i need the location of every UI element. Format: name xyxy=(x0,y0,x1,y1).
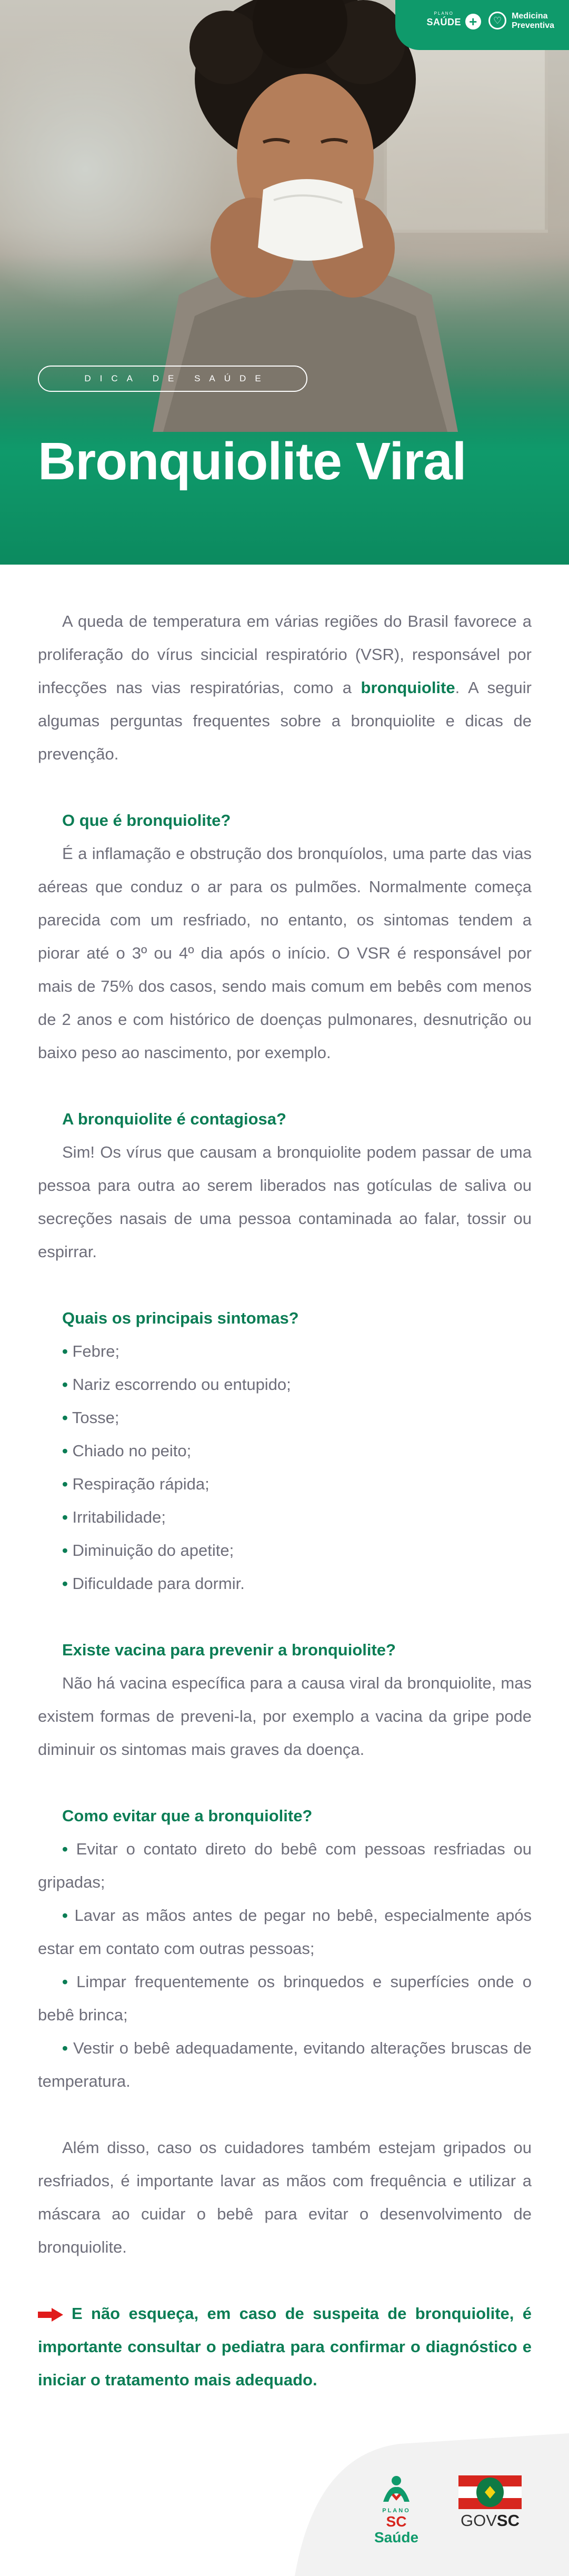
bullet-dot-icon: • xyxy=(62,1906,68,1924)
list-item: • Vestir o bebê adequadamente, evitando alterações bruscas de temperatura. xyxy=(38,2039,532,2090)
brand-logo-bar xyxy=(395,0,569,50)
section-what-is xyxy=(38,804,532,1069)
bullet-dot-icon: • xyxy=(62,1840,68,1858)
section-heading: Como evitar que a bronquiolite? xyxy=(62,1807,313,1825)
list-item: • Chiado no peito; xyxy=(62,1442,192,1460)
bullet-dot-icon: • xyxy=(62,1574,68,1593)
list-item: • Dificuldade para dormir. xyxy=(62,1574,245,1593)
section-heading: Existe vacina para prevenir a bronquiolite? xyxy=(62,1641,396,1659)
page-title: Bronquiolite Viral xyxy=(38,432,466,491)
list-item: • Limpar frequentemente os brinquedos e superfícies onde o bebê brinca; xyxy=(38,1972,532,2024)
list-item: • Irritabilidade; xyxy=(62,1508,166,1526)
plus-cross-icon: + xyxy=(465,14,481,29)
list-item: • Diminuição do apetite; xyxy=(62,1541,234,1560)
hero-banner xyxy=(0,0,569,565)
plano-sc-saude-logo: PLANO SC Saúde xyxy=(362,2475,431,2545)
sc-flag-icon xyxy=(458,2475,522,2509)
plano-saude-logo: PLANO SAÚDE + xyxy=(426,12,461,27)
section-contagious xyxy=(38,1102,532,1268)
bullet-dot-icon: • xyxy=(62,1408,68,1427)
closing-paragraph: Além disso, caso os cuidadores também estejam gripados ou resfriados, é importante lavar as mãos com frequência e utilizar a máscara ao cuidar o bebê para evitar o desenvolvimento de bronquiolite. xyxy=(38,2138,532,2256)
bullet-dot-icon: • xyxy=(62,1442,68,1460)
list-item: • Respiração rápida; xyxy=(62,1475,209,1493)
symptoms-list xyxy=(38,1335,532,1600)
category-tag: DICA DE SAÚDE xyxy=(38,366,307,392)
list-item: • Evitar o contato direto do bebê com pessoas resfriadas ou gripadas; xyxy=(38,1840,532,1891)
medicina-preventiva-logo: ♡ Medicina Preventiva xyxy=(512,12,554,31)
red-arrow-icon xyxy=(38,2308,63,2322)
prevention-list xyxy=(38,1832,532,2098)
bullet-dot-icon: • xyxy=(62,1972,68,1991)
bullet-dot-icon: • xyxy=(62,1375,68,1394)
section-paragraph: Não há vacina específica para a causa viral da bronquiolite, mas existem formas de preveni-la, por exemplo a vacina da gripe pode diminuir os sintomas mais graves da doença. xyxy=(38,1674,532,1759)
section-vaccine xyxy=(38,1633,532,1766)
section-symptoms xyxy=(38,1301,532,1600)
bullet-dot-icon: • xyxy=(62,1475,68,1493)
people-figure-icon xyxy=(378,2475,415,2505)
heart-hands-icon: ♡ xyxy=(488,12,506,29)
list-item: • Lavar as mãos antes de pegar no bebê, especialmente após estar em contato com outras pessoas; xyxy=(38,1906,532,1958)
section-heading: Quais os principais sintomas? xyxy=(62,1309,299,1327)
bullet-dot-icon: • xyxy=(62,1508,68,1526)
bullet-dot-icon: • xyxy=(62,2039,68,2057)
list-item: • Nariz escorrendo ou entupido; xyxy=(62,1375,291,1394)
section-prevention xyxy=(38,1799,532,2098)
list-item: • Febre; xyxy=(62,1342,120,1360)
section-paragraph: É a inflamação e obstrução dos bronquíolos, uma parte das vias aéreas que conduz o ar para os pulmões. Normalmente começa parecida com um resfriado, no entanto, os sintomas tendem a piorar até o 3º ou 4º dia após o início. O VSR é responsável por mais de 75% dos casos, sendo mais comum em bebês com menos de 2 anos e com histórico de doenças pulmonares, desnutrição ou baixo peso ao nascimento, por exemplo. xyxy=(38,844,532,1062)
govsc-logo: GOVSC xyxy=(456,2475,524,2530)
section-heading: A bronquiolite é contagiosa? xyxy=(62,1110,286,1128)
highlight-term: bronquiolite xyxy=(361,678,455,697)
section-paragraph: Sim! Os vírus que causam a bronquiolite podem passar de uma pessoa para outra ao serem liberados nas gotículas de saliva ou secreções nasais de uma pessoa contaminada ao falar, tossir ou espirrar. xyxy=(38,1143,532,1261)
list-item: • Tosse; xyxy=(62,1408,119,1427)
final-note: E não esqueça, em caso de suspeita de bronquiolite, é importante consultar o pediatra para confirmar o diagnóstico e iniciar o tratamento mais adequado. xyxy=(38,2304,532,2389)
intro-paragraph: A queda de temperatura em várias regiões do Brasil favorece a proliferação do vírus sincicial respiratório (VSR), responsável por infecções nas vias respiratórias, como a bronquiolite. A seguir algumas perguntas frequentes sobre a bronquiolite e dicas de prevenção. xyxy=(38,612,532,763)
bullet-dot-icon: • xyxy=(62,1541,68,1560)
bullet-dot-icon: • xyxy=(62,1342,68,1360)
section-heading: O que é bronquiolite? xyxy=(62,811,231,830)
article-body xyxy=(38,605,532,2396)
